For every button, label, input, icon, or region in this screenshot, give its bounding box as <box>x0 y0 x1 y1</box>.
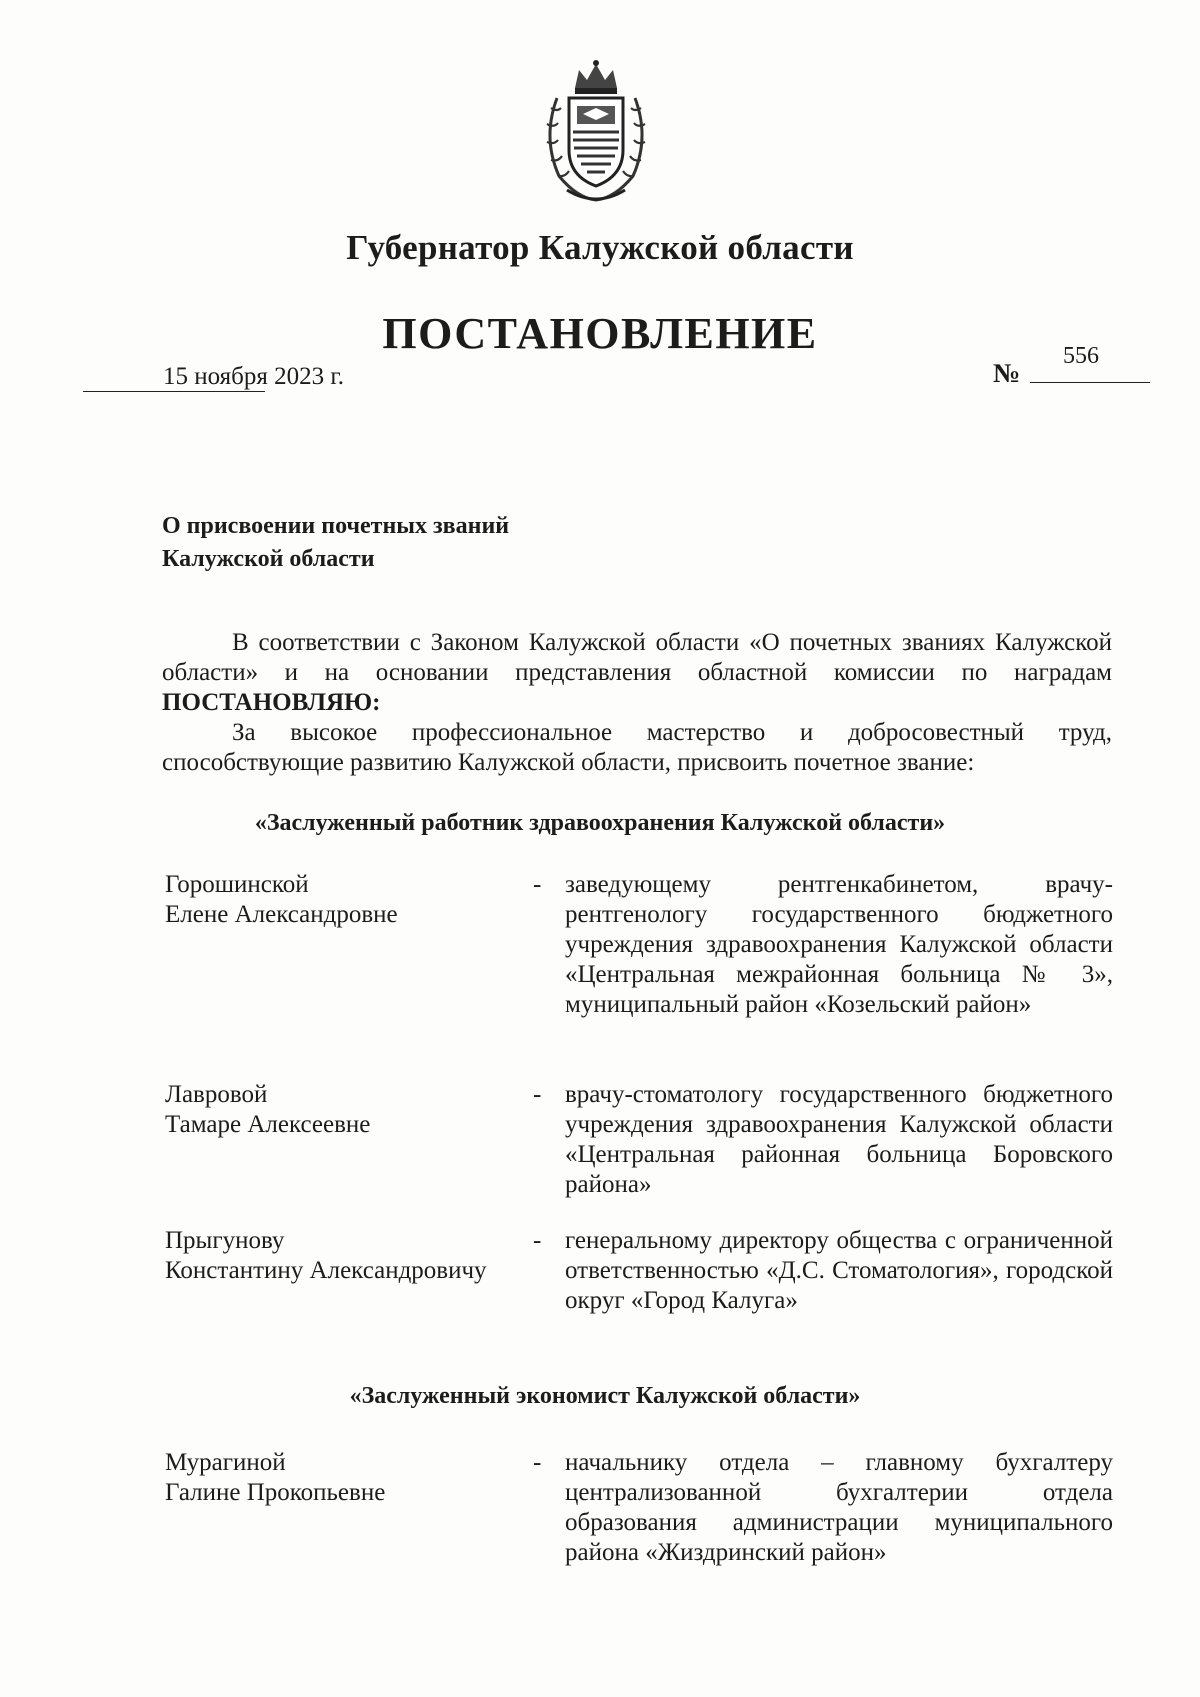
awardee-position: генеральному директору общества с ограниченной ответственностью «Д.С. Стоматология», городской округ «Город Калуга» <box>565 1227 1113 1314</box>
document-body <box>162 628 1112 778</box>
document-date: 15 ноября 2023 г. <box>163 363 345 390</box>
awardee-name <box>165 870 525 930</box>
awardee-surname: Горошинской <box>165 871 309 898</box>
document-subject <box>162 510 509 576</box>
subject-line-1: О присвоении почетных званий <box>162 513 510 539</box>
preamble-paragraph <box>162 628 1112 718</box>
awardee-surname: Прыгунову <box>165 1227 285 1254</box>
resolution-paragraph: За высокое профессиональное мастерство и добросовестный труд, способствующие развитию Калужской области, присвоить почетное звание: <box>162 719 1112 776</box>
issuer-title: Губернатор Калужской области <box>346 228 854 267</box>
awardee-given-name: Галине Прокопьевне <box>165 1479 386 1506</box>
decree-word: ПОСТАНОВЛЯЮ: <box>162 689 381 716</box>
preamble-text: В соответствии с Законом Калужской области «О почетных званиях Калужской области» и на основании представления областной комиссии по наградам <box>162 629 1112 686</box>
awardee-surname: Мурагиной <box>165 1449 286 1476</box>
coat-of-arms-kaluga-icon <box>537 58 655 206</box>
number-sign: № <box>993 358 1021 388</box>
document-number: 556 <box>1063 343 1099 369</box>
award-title: «Заслуженный экономист Калужской области» <box>349 1383 861 1409</box>
awardee-name <box>165 1080 525 1140</box>
number-underline <box>1030 382 1150 383</box>
awardee-name <box>165 1448 525 1508</box>
document-type-title: ПОСТАНОВЛЕНИЕ <box>382 309 818 358</box>
awardee-dash: - <box>533 1449 542 1476</box>
awardee-given-name: Тамаре Алексеевне <box>165 1111 371 1138</box>
subject-line-2: Калужской области <box>162 546 375 572</box>
date-field <box>83 363 345 392</box>
awardee-position: заведующему рентгенкабинетом, врачу-рентгенологу государственного бюджетного учреждения здравоохранения Калужской области «Центральная межрайонная больница № 3», муниципальный район «Козельский район» <box>565 871 1113 1018</box>
awardee-dash: - <box>533 871 542 898</box>
awardee-position: врачу-стоматологу государственного бюджетного учреждения здравоохранения Калужской области «Центральная районная больница Боровского района» <box>565 1081 1113 1198</box>
awardee-name <box>165 1226 525 1286</box>
awardee-position: начальнику отдела – главному бухгалтеру централизованной бухгалтерии отдела образования администрации муниципального района «Жиздринский район» <box>565 1449 1113 1566</box>
award-title: «Заслуженный работник здравоохранения Калужской области» <box>254 810 946 836</box>
awardee-given-name: Елене Александровне <box>165 901 398 928</box>
awardee-dash: - <box>533 1227 542 1254</box>
awardee-given-name: Константину Александровичу <box>165 1257 487 1284</box>
awardee-dash: - <box>533 1081 542 1108</box>
awardee-surname: Лавровой <box>165 1081 268 1108</box>
